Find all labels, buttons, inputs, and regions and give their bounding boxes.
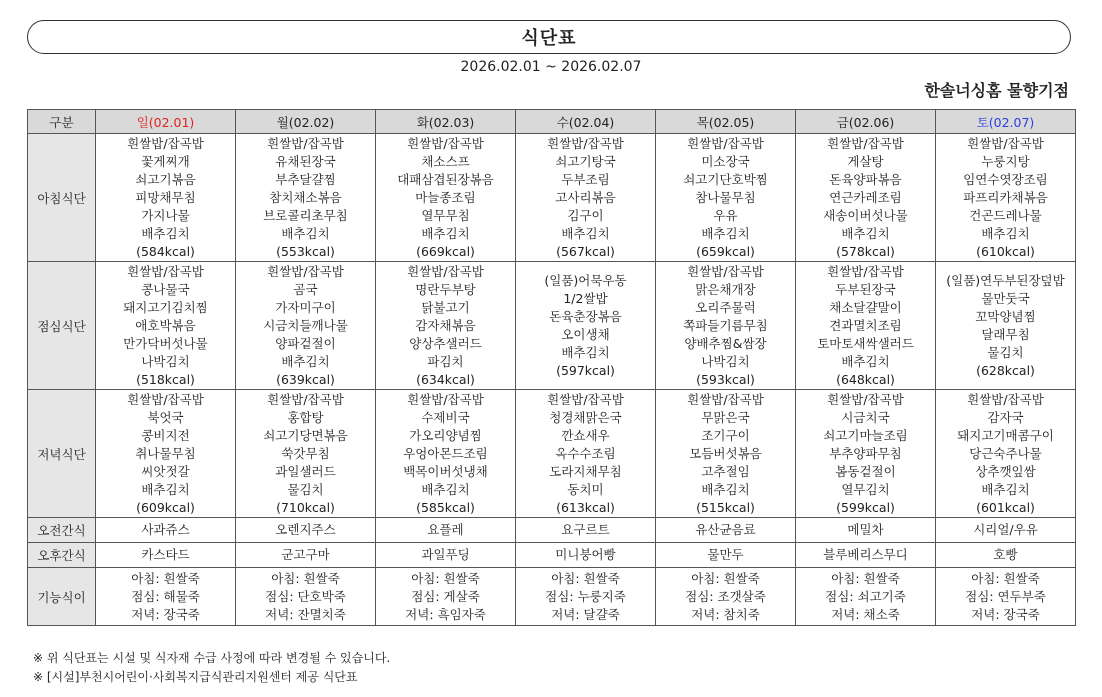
menu-cell <box>796 134 936 262</box>
menu-cell <box>236 262 376 390</box>
menu-item: 배추김치 <box>561 344 610 360</box>
menu-cell <box>96 568 236 626</box>
day-header-friday: 금(02.06) <box>796 110 936 134</box>
menu-item: 동치미 <box>567 481 604 497</box>
menu-item: 시금치들깨나물 <box>263 317 348 333</box>
menu-item: 홍합탕 <box>287 409 324 425</box>
menu-item: 흰쌀밥/잡곡밥 <box>967 135 1044 151</box>
menu-item: 꽃게찌개 <box>141 153 190 169</box>
menu-item: (553kcal) <box>276 243 335 259</box>
menu-item: 시금치국 <box>841 409 890 425</box>
menu-item: 당근숙주나물 <box>969 445 1042 461</box>
menu-item: 흰쌀밥/잡곡밥 <box>267 263 344 279</box>
menu-item: (628kcal) <box>976 362 1035 378</box>
menu-item: 호빵 <box>993 547 1018 562</box>
menu-item: (710kcal) <box>276 499 335 515</box>
menu-item: 열무김치 <box>841 481 890 497</box>
menu-item: 쇠고기탕국 <box>555 153 616 169</box>
menu-item: 아침: 흰쌀죽 <box>551 570 620 586</box>
menu-item: 꼬막양념찜 <box>975 308 1036 324</box>
menu-item: 미니붕어빵 <box>555 547 616 562</box>
menu-item: 흰쌀밥/잡곡밥 <box>687 263 764 279</box>
menu-item: 아침: 흰쌀죽 <box>271 570 340 586</box>
menu-item: 흰쌀밥/잡곡밥 <box>407 135 484 151</box>
menu-item: 흰쌀밥/잡곡밥 <box>687 135 764 151</box>
menu-item: 가오리양념찜 <box>409 427 482 443</box>
menu-cell <box>516 134 656 262</box>
menu-item: 미소장국 <box>701 153 750 169</box>
row-label: 오후간식 <box>28 543 96 568</box>
menu-item: 상추깻잎쌈 <box>975 463 1036 479</box>
menu-item: 블루베리스무디 <box>823 547 908 562</box>
menu-item: 명란두부탕 <box>415 281 476 297</box>
menu-item: 누룽지탕 <box>981 153 1030 169</box>
menu-item: 참치채소볶음 <box>269 189 342 205</box>
menu-item: 배추김치 <box>421 225 470 241</box>
table-row-lunch <box>28 262 1076 390</box>
title-banner <box>27 20 1071 54</box>
menu-item: (518kcal) <box>136 371 195 387</box>
menu-cell <box>376 390 516 518</box>
menu-item: (일품)연두부된장덮밥 <box>946 272 1065 288</box>
menu-item: 토마토새싹샐러드 <box>817 335 914 351</box>
menu-item: 요구르트 <box>561 522 610 537</box>
table-row-special-diet <box>28 568 1076 626</box>
menu-cell <box>796 543 936 568</box>
menu-item: 요플레 <box>427 522 464 537</box>
table-row-morning-snack <box>28 518 1076 543</box>
menu-cell <box>376 568 516 626</box>
menu-item: 쇠고기당면볶음 <box>263 427 348 443</box>
menu-item: 점심: 누룽지죽 <box>545 588 626 604</box>
menu-item: 모듬버섯볶음 <box>689 445 762 461</box>
menu-item: 도라지채무침 <box>549 463 622 479</box>
menu-item: (597kcal) <box>556 362 615 378</box>
row-label: 저녁식단 <box>28 390 96 518</box>
menu-item: 저녁: 잔멸치죽 <box>265 606 346 622</box>
menu-cell <box>656 390 796 518</box>
menu-item: 오렌지주스 <box>275 522 336 537</box>
menu-item: (613kcal) <box>556 499 615 515</box>
footnote: ※ 위 식단표는 시설 및 식자재 수급 사정에 따라 변경될 수 있습니다. <box>33 651 391 665</box>
menu-cell <box>656 262 796 390</box>
menu-item: 쪽파들기름무침 <box>683 317 768 333</box>
menu-item: (639kcal) <box>276 371 335 387</box>
menu-item: 군고구마 <box>281 547 330 562</box>
menu-item: (610kcal) <box>976 243 1035 259</box>
menu-item: 돼지고기김치찜 <box>123 299 208 315</box>
menu-item: 백목이버섯냉채 <box>403 463 488 479</box>
day-header-saturday: 토(02.07) <box>936 110 1076 134</box>
menu-item: 흰쌀밥/잡곡밥 <box>267 391 344 407</box>
menu-cell <box>936 568 1076 626</box>
menu-item: 두부된장국 <box>835 281 896 297</box>
menu-item: 흰쌀밥/잡곡밥 <box>967 391 1044 407</box>
menu-item: 취나물무침 <box>135 445 196 461</box>
menu-item: 참나물무침 <box>695 189 756 205</box>
menu-item: (669kcal) <box>416 243 475 259</box>
menu-item: 맑은채개장 <box>695 281 756 297</box>
day-header-tuesday: 화(02.03) <box>376 110 516 134</box>
menu-item: 흰쌀밥/잡곡밥 <box>687 391 764 407</box>
menu-item: 깐쇼새우 <box>561 427 610 443</box>
row-label: 오전간식 <box>28 518 96 543</box>
menu-item: 콩비지전 <box>141 427 190 443</box>
menu-item: 나박김치 <box>141 353 190 369</box>
menu-item: 수제비국 <box>421 409 470 425</box>
menu-cell <box>936 518 1076 543</box>
menu-item: 가자미구이 <box>275 299 336 315</box>
menu-item: 청경채맑은국 <box>549 409 622 425</box>
menu-item: 흰쌀밥/잡곡밥 <box>267 135 344 151</box>
menu-item: 배추김치 <box>141 481 190 497</box>
menu-item: (609kcal) <box>136 499 195 515</box>
menu-item: 채소스프 <box>421 153 470 169</box>
menu-item: 달래무침 <box>981 326 1030 342</box>
menu-item: 만가닥버섯나물 <box>123 335 208 351</box>
footnotes <box>33 649 390 687</box>
menu-cell <box>516 262 656 390</box>
menu-item: 곰국 <box>293 281 318 297</box>
menu-item: (593kcal) <box>696 371 755 387</box>
menu-item: 점심: 단호박죽 <box>265 588 346 604</box>
menu-item: (585kcal) <box>416 499 475 515</box>
menu-item: (601kcal) <box>976 499 1035 515</box>
menu-item: (648kcal) <box>836 371 895 387</box>
menu-item: 과일샐러드 <box>275 463 336 479</box>
menu-cell <box>796 262 936 390</box>
menu-cell <box>376 134 516 262</box>
menu-item: 배추김치 <box>281 225 330 241</box>
menu-item: 배추김치 <box>421 481 470 497</box>
menu-item: 건곤드레나물 <box>969 207 1042 223</box>
menu-item: 1/2쌀밥 <box>563 290 608 306</box>
menu-item: 우엉아몬드조림 <box>403 445 488 461</box>
menu-item: 닭불고기 <box>421 299 470 315</box>
menu-item: 배추김치 <box>841 225 890 241</box>
footnote: ※ [시설]부천시어린이·사회복지급식관리지원센터 제공 식단표 <box>33 670 358 684</box>
menu-item: 사과쥬스 <box>141 522 190 537</box>
menu-item: 나박김치 <box>701 353 750 369</box>
table-row-afternoon-snack <box>28 543 1076 568</box>
menu-item: 아침: 흰쌀죽 <box>131 570 200 586</box>
menu-item: 점심: 게살죽 <box>411 588 480 604</box>
menu-cell <box>656 543 796 568</box>
menu-item: 흰쌀밥/잡곡밥 <box>127 391 204 407</box>
table-header-row <box>28 110 1076 134</box>
menu-cell <box>516 568 656 626</box>
menu-item: 흰쌀밥/잡곡밥 <box>127 263 204 279</box>
menu-item: 북엇국 <box>147 409 184 425</box>
menu-item: 물김치 <box>987 344 1024 360</box>
menu-item: (634kcal) <box>416 371 475 387</box>
menu-item: 돈육춘장볶음 <box>549 308 622 324</box>
organization-name: 한솔너싱홈 물향기점 <box>924 81 1069 100</box>
row-label: 점심식단 <box>28 262 96 390</box>
menu-item: 마늘종조림 <box>415 189 476 205</box>
menu-item: 아침: 흰쌀죽 <box>971 570 1040 586</box>
day-header-wednesday: 수(02.04) <box>516 110 656 134</box>
menu-cell <box>236 543 376 568</box>
menu-cell <box>236 390 376 518</box>
menu-item: 저녁: 달걀죽 <box>551 606 620 622</box>
menu-item: 물만둣국 <box>981 290 1030 306</box>
menu-item: 흰쌀밥/잡곡밥 <box>127 135 204 151</box>
menu-item: 점심: 쇠고기죽 <box>825 588 906 604</box>
menu-item: 물만두 <box>707 547 744 562</box>
menu-cell <box>656 134 796 262</box>
menu-item: (578kcal) <box>836 243 895 259</box>
row-label: 아침식단 <box>28 134 96 262</box>
menu-cell <box>96 262 236 390</box>
menu-item: 감자채볶음 <box>415 317 476 333</box>
menu-item: 새송이버섯나물 <box>823 207 908 223</box>
menu-item: 임연수엿장조림 <box>963 171 1048 187</box>
menu-item: 열무무침 <box>421 207 470 223</box>
menu-item: 배추김치 <box>141 225 190 241</box>
menu-cell <box>516 543 656 568</box>
menu-item: 쇠고기볶음 <box>135 171 196 187</box>
menu-item: 감자국 <box>987 409 1024 425</box>
menu-item: 유채된장국 <box>275 153 336 169</box>
menu-item: 오리주물럭 <box>695 299 756 315</box>
menu-item: (599kcal) <box>836 499 895 515</box>
menu-cell <box>96 134 236 262</box>
menu-item: 배추김치 <box>841 353 890 369</box>
menu-item: 배추김치 <box>981 225 1030 241</box>
menu-cell <box>796 568 936 626</box>
menu-item: 돈육양파볶음 <box>829 171 902 187</box>
menu-item: 물김치 <box>287 481 324 497</box>
menu-item: 점심: 조갯살죽 <box>685 588 766 604</box>
menu-cell <box>236 134 376 262</box>
menu-item: 부추양파무침 <box>829 445 902 461</box>
menu-item: 브로콜리초무침 <box>263 207 348 223</box>
menu-item: 시리얼/우유 <box>973 522 1038 537</box>
menu-item: 점심: 연두부죽 <box>965 588 1046 604</box>
menu-item: 저녁: 장국죽 <box>971 606 1040 622</box>
meal-table <box>27 109 1076 626</box>
menu-item: 배추김치 <box>281 353 330 369</box>
menu-cell <box>516 390 656 518</box>
menu-item: 파김치 <box>427 353 464 369</box>
menu-item: 흰쌀밥/잡곡밥 <box>827 391 904 407</box>
menu-item: 부추달걀찜 <box>275 171 336 187</box>
menu-item: 카스타드 <box>141 547 190 562</box>
menu-item: 채소달걀말이 <box>829 299 902 315</box>
menu-item: 김구이 <box>567 207 604 223</box>
menu-item: 흰쌀밥/잡곡밥 <box>827 135 904 151</box>
menu-cell <box>936 390 1076 518</box>
menu-cell <box>376 262 516 390</box>
menu-item: 봄동겉절이 <box>835 463 896 479</box>
menu-item: 배추김치 <box>981 481 1030 497</box>
menu-item: 저녁: 장국죽 <box>131 606 200 622</box>
corner-label: 구분 <box>28 110 96 134</box>
menu-item: 견과멸치조림 <box>829 317 902 333</box>
menu-item: 쇠고기마늘조림 <box>823 427 908 443</box>
menu-item: 양배추찜&쌈장 <box>684 335 767 351</box>
menu-item: 쑥갓무침 <box>281 445 330 461</box>
menu-item: (일품)어묵우동 <box>544 272 627 288</box>
menu-item: 콩나물국 <box>141 281 190 297</box>
menu-item: 조기구이 <box>701 427 750 443</box>
page-title: 식단표 <box>521 28 577 49</box>
menu-item: 무맑은국 <box>701 409 750 425</box>
menu-item: 쇠고기단호박찜 <box>683 171 768 187</box>
menu-item: 과일푸딩 <box>421 547 470 562</box>
menu-cell <box>96 390 236 518</box>
menu-item: (515kcal) <box>696 499 755 515</box>
menu-item: 애호박볶음 <box>135 317 196 333</box>
table-row-breakfast <box>28 134 1076 262</box>
menu-item: 아침: 흰쌀죽 <box>831 570 900 586</box>
menu-cell <box>936 543 1076 568</box>
menu-item: 두부조림 <box>561 171 610 187</box>
menu-item: 아침: 흰쌀죽 <box>411 570 480 586</box>
menu-item: 오이생채 <box>561 326 610 342</box>
menu-item: 흰쌀밥/잡곡밥 <box>407 391 484 407</box>
menu-cell <box>936 262 1076 390</box>
menu-item: 우유 <box>713 207 738 223</box>
table-row-dinner <box>28 390 1076 518</box>
menu-cell <box>236 518 376 543</box>
menu-cell <box>96 543 236 568</box>
menu-item: 저녁: 채소죽 <box>831 606 900 622</box>
menu-cell <box>656 568 796 626</box>
menu-item: 가지나물 <box>141 207 190 223</box>
menu-item: 양파겉절이 <box>275 335 336 351</box>
row-label: 기능식이 <box>28 568 96 626</box>
menu-item: 저녁: 참치죽 <box>691 606 760 622</box>
menu-item: 아침: 흰쌀죽 <box>691 570 760 586</box>
menu-period: 2026.02.01 ~ 2026.02.07 <box>460 59 642 75</box>
menu-cell <box>796 518 936 543</box>
menu-item: 게살탕 <box>847 153 884 169</box>
menu-cell <box>376 518 516 543</box>
menu-item: 피망채무침 <box>135 189 196 205</box>
menu-item: 씨앗젓갈 <box>141 463 190 479</box>
menu-cell <box>796 390 936 518</box>
menu-item: 유산균음료 <box>695 522 756 537</box>
menu-cell <box>376 543 516 568</box>
menu-item: 옥수수조림 <box>555 445 616 461</box>
menu-item: 점심: 해물죽 <box>131 588 200 604</box>
menu-cell <box>96 518 236 543</box>
menu-cell <box>236 568 376 626</box>
menu-item: (567kcal) <box>556 243 615 259</box>
menu-item: 흰쌀밥/잡곡밥 <box>547 391 624 407</box>
menu-item: 흰쌀밥/잡곡밥 <box>547 135 624 151</box>
menu-item: (659kcal) <box>696 243 755 259</box>
menu-item: 흰쌀밥/잡곡밥 <box>407 263 484 279</box>
menu-item: 저녁: 흑임자죽 <box>405 606 486 622</box>
day-header-sunday: 일(02.01) <box>96 110 236 134</box>
menu-item: 메밀차 <box>847 522 884 537</box>
menu-item: 양상추샐러드 <box>409 335 482 351</box>
menu-item: 돼지고기매콤구이 <box>957 427 1054 443</box>
menu-item: 고사리볶음 <box>555 189 616 205</box>
menu-item: 파프리카채볶음 <box>963 189 1048 205</box>
menu-item: 배추김치 <box>701 225 750 241</box>
menu-item: 배추김치 <box>561 225 610 241</box>
menu-item: (584kcal) <box>136 243 195 259</box>
menu-cell <box>656 518 796 543</box>
day-header-monday: 월(02.02) <box>236 110 376 134</box>
menu-item: 연근카레조림 <box>829 189 902 205</box>
menu-item: 흰쌀밥/잡곡밥 <box>827 263 904 279</box>
menu-item: 고추절임 <box>701 463 750 479</box>
menu-item: 대패삼겹된장볶음 <box>397 171 494 187</box>
menu-item: 배추김치 <box>701 481 750 497</box>
day-header-thursday: 목(02.05) <box>656 110 796 134</box>
menu-cell <box>516 518 656 543</box>
menu-cell <box>936 134 1076 262</box>
